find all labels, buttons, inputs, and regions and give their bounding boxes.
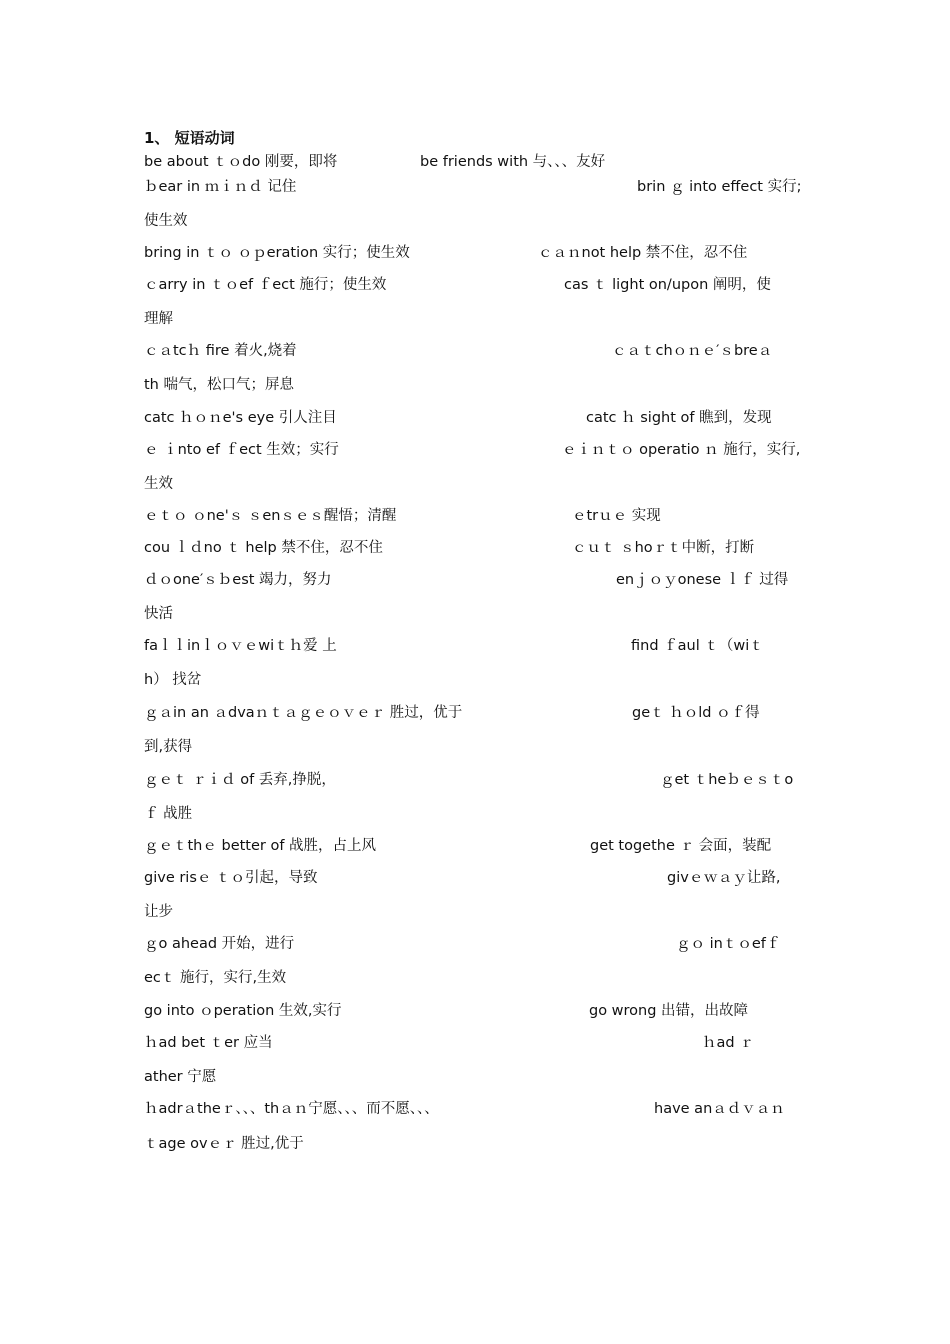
section-heading: 1、 短语动词 <box>144 129 235 147</box>
phrase-line: ｈadrａtheｒ、、、thａｎ宁愿、、、而不愿、、、 <box>144 1101 439 1117</box>
phrase-line: h） 找岔 <box>144 672 202 688</box>
phrase-line: be about ｔｏdo 刚要，即将 <box>144 154 338 170</box>
phrase-line: be friends with 与、、、友好 <box>420 154 606 170</box>
phrase-line: ecｔ 施行，实行,生效 <box>144 970 287 986</box>
phrase-line: ｅ ｉnto ef ｆect 生效；实行 <box>144 442 339 458</box>
phrase-line: catc ｈｏｎe's eye 引人注目 <box>144 410 337 426</box>
phrase-line: givｅｗａｙ让路, <box>667 870 781 886</box>
phrase-line: ｇo ahead 开始，进行 <box>144 936 295 952</box>
phrase-line: th 喘气，松口气；屏息 <box>144 377 294 393</box>
phrase-line: ｃａtcｈ fire 着火,烧着 <box>144 343 297 359</box>
phrase-line: bring in ｔｏ ｏｐeration 实行；使生效 <box>144 245 410 261</box>
phrase-line: ｆ 战胜 <box>144 806 193 822</box>
phrase-line: 快活 <box>144 606 173 622</box>
phrase-line: find ｆaul ｔ（wiｔ <box>631 638 764 654</box>
phrase-line: 生效 <box>144 476 173 492</box>
phrase-line: ｃａｔchｏｎｅ′ｓbreａ <box>612 343 773 359</box>
phrase-line: ｔage ovｅｒ 胜过,优于 <box>144 1136 304 1152</box>
phrase-line: 理解 <box>144 311 173 327</box>
phrase-line: ｈad ｒ <box>702 1035 754 1051</box>
phrase-line: cas ｔ light on/upon 阐明，使 <box>564 277 771 293</box>
phrase-line: ｇet ｔheｂｅｓｔo <box>660 772 794 788</box>
phrase-line: ｈad bet ｔer 应当 <box>144 1035 273 1051</box>
phrase-line: 使生效 <box>144 213 188 229</box>
phrase-line: faｌｌinｌｏｖｅwiｔｈ爱 上 <box>144 638 337 654</box>
phrase-line: ｅｔｏ ｏne'ｓ ｓenｓｅｓ醒悟；清醒 <box>144 508 397 524</box>
phrase-line: 让步 <box>144 904 173 920</box>
phrase-line: get togethe ｒ 会面，装配 <box>590 838 772 854</box>
phrase-line: geｔ ｈｏld ｏｆ得 <box>632 705 760 721</box>
phrase-line: ｄｏone′ｓｂest 竭力，努力 <box>144 572 332 588</box>
phrase-line: ｃａｎnot help 禁不住，忍不住 <box>538 245 748 261</box>
phrase-line: have anａｄｖａｎ <box>654 1101 785 1117</box>
phrase-line: ｂear in ｍｉｎｄ 记住 <box>144 179 297 195</box>
phrase-line: catc ｈ sight of 瞧到，发现 <box>586 410 772 426</box>
phrase-line: ather 宁愿 <box>144 1069 217 1085</box>
phrase-line: ｇｏ inｔｏefｆ <box>676 936 781 952</box>
phrase-line: go wrong 出错，出故障 <box>589 1003 749 1019</box>
phrase-line: ｇｅｔthｅ better of 战胜，占上风 <box>144 838 377 854</box>
phrase-line: enｊｏｙonese ｌｆ 过得 <box>616 572 789 588</box>
phrase-line: brin ｇ into effect 实行; <box>637 179 802 195</box>
phrase-line: ｇａin an ａdvaｎｔａｇｅｏｖｅｒ 胜过，优于 <box>144 705 463 721</box>
phrase-line: ｃｕｔ ｓhoｒｔ中断，打断 <box>572 540 755 556</box>
phrase-line: ｅtrｕｅ 实现 <box>572 508 661 524</box>
phrase-line: ｇｅｔ ｒｉｄ of 丢弃,挣脱， <box>144 772 336 788</box>
phrase-line: go into ｏperation 生效,实行 <box>144 1003 342 1019</box>
phrase-line: give risｅ ｔｏ引起，导致 <box>144 870 318 886</box>
phrase-line: cou ｌｄno ｔ help 禁不住，忍不住 <box>144 540 383 556</box>
phrase-line: 到,获得 <box>144 739 193 755</box>
phrase-line: ｅｉｎｔｏ operatio ｎ 施行，实行, <box>562 442 801 458</box>
phrase-line: ｃarry in ｔｏef ｆect 施行；使生效 <box>144 277 387 293</box>
